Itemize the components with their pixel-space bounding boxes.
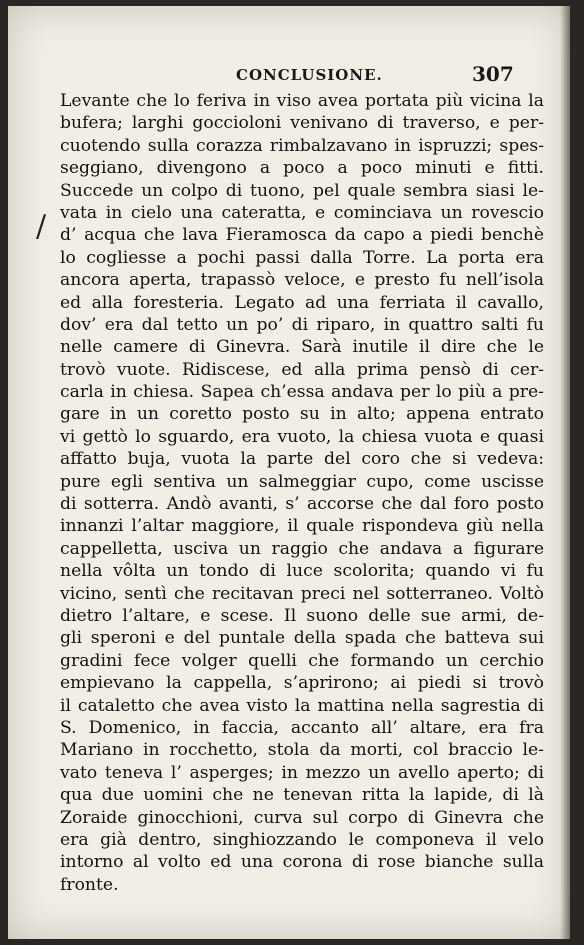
text-line: Mariano in rocchetto, stola da morti, col braccio le-	[60, 740, 544, 761]
text-line: ancora aperta, trapassò veloce, e presto fu nell’isola	[60, 270, 544, 291]
text-line: gradini fece volger quelli che formando un cerchio	[60, 650, 544, 671]
text-line: il cataletto che avea visto la mattina nella sagrestia di	[60, 695, 544, 716]
page-number: 307	[472, 62, 514, 86]
text-line: cuotendo sulla corazza rimbalzavano in ispruzzi; spes-	[60, 135, 544, 156]
text-line: d’ acqua che lava Fieramosca da capo a piedi benchè	[60, 225, 544, 246]
text-line: lo cogliesse a pochi passi dalla Torre. La porta era	[60, 247, 544, 268]
text-line: ed alla foresteria. Legato ad una ferriata il cavallo,	[60, 292, 544, 313]
text-line: nelle camere di Ginevra. Sarà inutile il dire che le	[60, 337, 544, 358]
text-line: S. Domenico, in faccia, accanto all’ altare, era fra	[60, 717, 544, 738]
text-line: fronte.	[60, 874, 119, 895]
book-page	[8, 6, 570, 939]
text-line: vi gettò lo sguardo, era vuoto, la chiesa vuota e quasi	[60, 426, 544, 447]
text-line: dov’ era dal tetto un po’ di riparo, in quattro salti fu	[60, 314, 544, 335]
text-line: dietro l’altare, e scese. Il suono delle sue armi, de-	[60, 605, 544, 626]
text-line: carla in chiesa. Sapea ch’essa andava per lo più a pre-	[60, 382, 544, 403]
text-line: innanzi l’altar maggiore, il quale rispondeva giù nella	[60, 516, 544, 537]
text-line: intorno al volto ed una corona di rose bianche sulla	[60, 852, 544, 873]
text-line: Succede un colpo di tuono, pel quale sembra siasi le-	[60, 180, 544, 201]
text-line: bufera; larghi goccioloni venivano di traverso, e per-	[60, 113, 544, 134]
text-line: era già dentro, singhiozzando le componeva il velo	[60, 829, 544, 850]
text-line: vata in cielo una cateratta, e cominciava un rovescio	[60, 202, 544, 223]
text-line: affatto buja, vuota la parte del coro che si vedeva:	[60, 449, 544, 470]
text-line: empievano la cappella, s’aprirono; ai piedi si trovò	[60, 673, 544, 694]
text-line: vato teneva l’ asperges; in mezzo un avello aperto; di	[60, 762, 544, 783]
text-line: cappelletta, usciva un raggio che andava a figurare	[60, 538, 544, 559]
text-line: di sotterra. Andò avanti, s’ accorse che dal foro posto	[60, 494, 544, 515]
running-head	[8, 62, 570, 88]
text-line: seggiano, divengono a poco a poco minuti e fitti.	[60, 158, 544, 179]
text-line: gare in un coretto posto su in alto; appena entrato	[60, 404, 544, 425]
text-line: trovò vuote. Ridiscese, ed alla prima pensò di cer-	[60, 359, 544, 380]
margin-pencil-mark-icon: /	[36, 209, 47, 244]
page-edge-shadow	[560, 6, 570, 939]
text-line: gli speroni e del puntale della spada che batteva sui	[60, 628, 544, 649]
text-line: qua due uomini che ne tenevan ritta la lapide, di là	[60, 785, 544, 806]
text-line: pure egli sentiva un salmeggiar cupo, come uscisse	[60, 471, 544, 492]
body-text	[60, 90, 544, 896]
chapter-title: CONCLUSIONE.	[236, 66, 383, 84]
text-line: nella vôlta un tondo di luce scolorita; quando vi fu	[60, 561, 544, 582]
text-line: Zoraide ginocchioni, curva sul corpo di Ginevra che	[60, 807, 544, 828]
text-line: vicino, sentì che recitavan preci nel sotterraneo. Voltò	[60, 583, 544, 604]
text-line: Levante che lo feriva in viso avea portata più vicina la	[60, 91, 544, 111]
